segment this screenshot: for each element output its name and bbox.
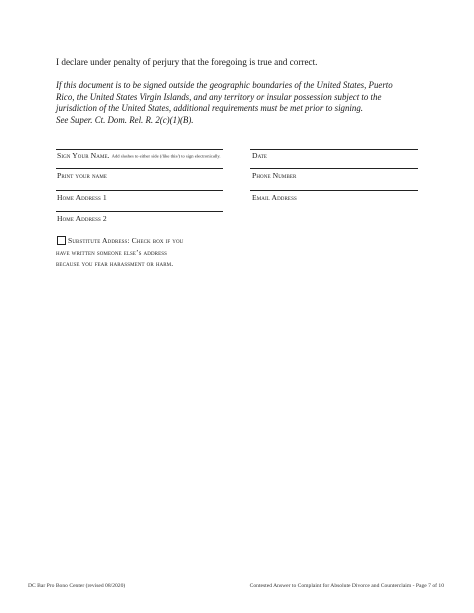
home-address-2-line[interactable] [56,211,223,212]
email-line[interactable] [250,190,418,191]
signature-hint: Add slashes to either side (/like this/) to sign electronically. [111,153,221,159]
signature-label: Sign Your Name. [57,151,110,160]
email-label: Email Address [252,193,297,202]
signing-notice [56,80,426,126]
notice-line: Rico, the United States Virgin Islands, and any territory or insular possession subject to the [56,91,382,102]
footer-page-info: Contested Answer to Complaint for Absolute Divorce and Counterclaim - Page 7 of 10 [249,583,444,589]
notice-line: jurisdiction of the United States, additional requirements must be met prior to signing. [56,103,363,114]
substitute-line: Substitute Address: Check box if you [68,236,184,245]
perjury-declaration: I declare under penalty of perjury that the foregoing is true and correct. [56,57,318,67]
print-name-line[interactable] [56,168,223,169]
substitute-line: because you fear harassment or harm. [56,259,174,269]
signature-line[interactable] [56,149,223,150]
home-address-2-label: Home Address 2 [57,214,107,223]
phone-line[interactable] [250,168,418,169]
substitute-address-text [56,235,238,270]
notice-citation: See Super. Ct. Dom. Rel. R. 2(c)(1)(B). [56,114,194,125]
home-address-1-label: Home Address 1 [57,193,107,202]
date-line[interactable] [250,149,418,150]
date-label: Date [252,151,268,160]
print-name-label: Print your name [57,171,108,180]
substitute-address-checkbox[interactable] [57,236,66,245]
phone-label: Phone Number [252,171,297,180]
home-address-1-line[interactable] [56,190,223,191]
substitute-line: have written someone else’s address [56,247,168,257]
footer-source: DC Bar Pro Bono Center (revised 08/2020) [28,583,126,589]
notice-line: If this document is to be signed outside the geographic boundaries of the United States, Puerto [56,80,393,90]
signature-field-label [57,151,221,160]
